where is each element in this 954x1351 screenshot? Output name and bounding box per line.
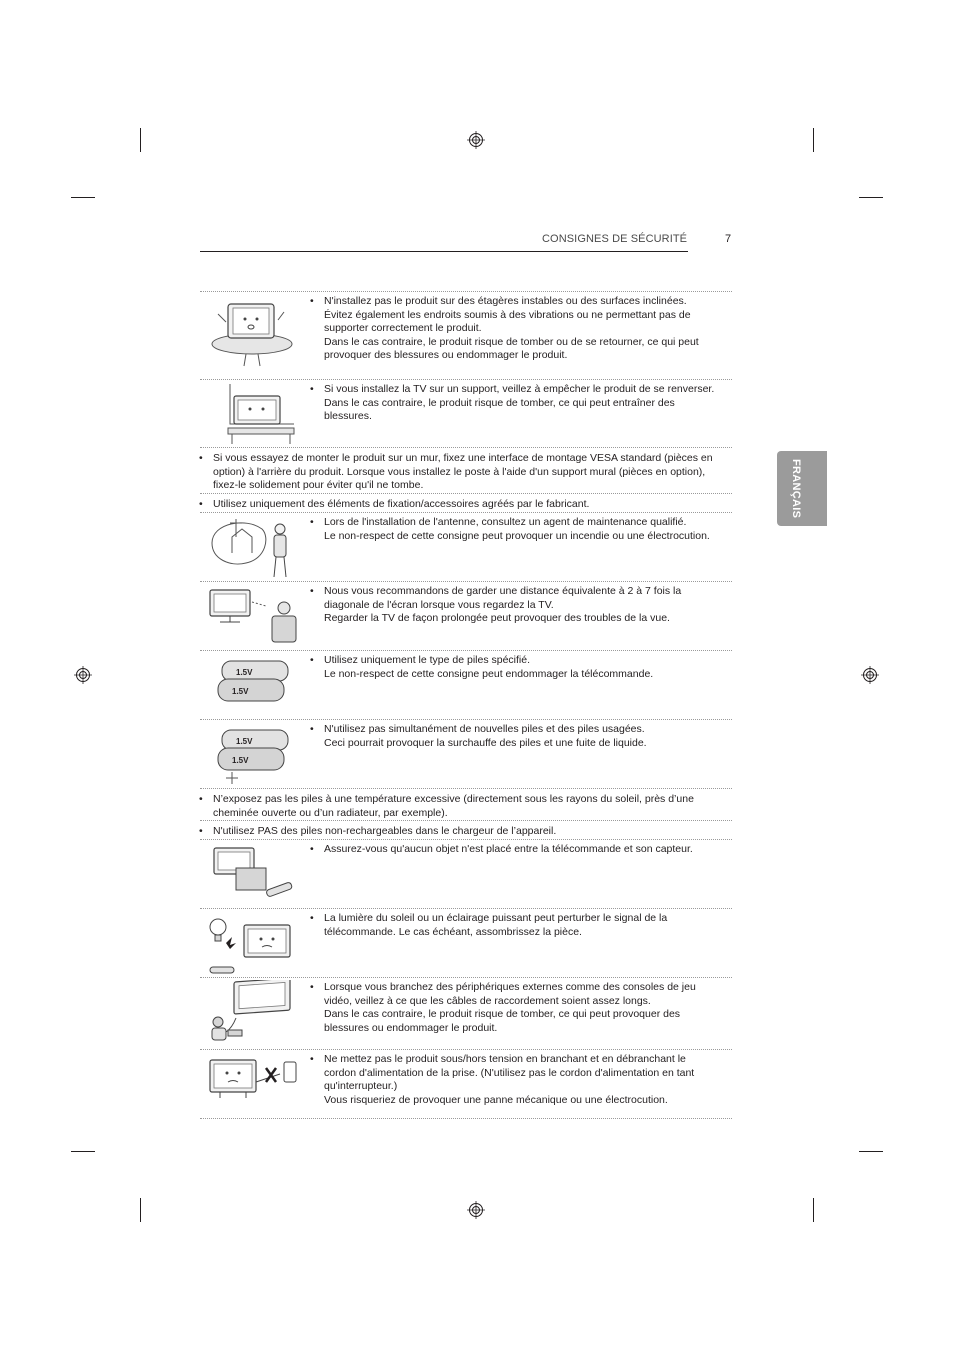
safety-item-text (310, 912, 718, 939)
crop-mark (140, 1198, 141, 1222)
tv-on-stand-icon (206, 382, 298, 446)
item-text: Utilisez uniquement des éléments de fixation/accessoires agréés par le fabricant. (213, 498, 590, 510)
safety-item (200, 977, 732, 1049)
safety-item (200, 820, 732, 839)
item-text: Ne mettez pas le produit sous/hors tension en branchant et en débranchant le cordon d'alimentation de la prise. (N'utilisez pas le cordon d'alimentation en tant qu'interrupteur.) (324, 1053, 695, 1092)
crop-mark (71, 1151, 95, 1152)
bullet: • (199, 825, 203, 837)
safety-item-text (199, 452, 718, 493)
safety-item-text (310, 295, 718, 363)
safety-item (200, 581, 732, 650)
safety-list (200, 291, 732, 1119)
item-warning: Ceci pourrait provoquer la surchauffe des piles et une fuite de liquide. (324, 736, 647, 749)
bullet: • (199, 793, 203, 805)
safety-item-text (310, 723, 718, 750)
bullet: • (199, 498, 203, 510)
bullet: • (310, 1053, 314, 1065)
bullet: • (310, 516, 314, 528)
safety-item-text (199, 793, 718, 820)
item-text: Lorsque vous branchez des périphériques externes comme des consoles de jeu vidéo, veillez à ce que les câbles de raccordement soient assez longs. (324, 981, 696, 1007)
safety-item (200, 379, 732, 447)
crop-mark (71, 197, 95, 198)
safety-item-text (310, 1053, 718, 1107)
safety-item-text (199, 825, 718, 839)
item-text: Si vous installez la TV sur un support, veillez à empêcher le produit de se renverser. Dans le cas contraire, le produit risque de tomber, ce qui peut entraîner des blessures. (324, 383, 715, 422)
safety-item-text (310, 383, 718, 424)
item-warning: Le non-respect de cette consigne peut provoquer un incendie ou une électrocution. (324, 529, 710, 542)
item-text: La lumière du soleil ou un éclairage puissant peut perturber le signal de la télécommande. Le cas échéant, assombrissez la pièce. (324, 912, 668, 938)
item-warning: Dans le cas contraire, le produit risque de tomber, ce qui peut provoquer des blessures ou endommager le produit. (324, 1008, 681, 1034)
bullet: • (310, 723, 314, 735)
item-text: N’exposez pas les piles à une température excessive (directement sous les rayons du soleil, près d’une cheminée ouverte ou d’un radiateur, par exemple). (213, 793, 694, 819)
item-text: N'utilisez pas simultanément de nouvelles piles et des piles usagées. (324, 723, 645, 735)
item-text: N'utilisez PAS des piles non-rechargeables dans le chargeur de l’appareil. (213, 825, 557, 837)
bullet: • (310, 843, 314, 855)
item-warning: Regarder la TV de façon prolongée peut provoquer des troubles de la vue. (324, 612, 670, 624)
language-tab-label: FRANÇAIS (790, 459, 802, 519)
safety-item (200, 719, 732, 788)
bullet: • (310, 295, 314, 307)
tv-on-unstable-shelf-icon (206, 294, 298, 374)
header-rule (200, 251, 688, 252)
item-text: Nous vous recommandons de garder une distance équivalente à 2 à 7 fois la diagonale de l'écran lorsque vous regardez la TV. (324, 585, 682, 611)
safety-item-text (199, 498, 718, 512)
remote-blocked-icon (206, 842, 298, 906)
bullet: • (310, 383, 314, 395)
battery-label: 1.5V (232, 687, 249, 696)
item-text: Lors de l'installation de l'antenne, consultez un agent de maintenance qualifié. (324, 516, 687, 528)
registration-mark-icon (467, 1201, 485, 1219)
crop-mark (859, 1151, 883, 1152)
game-console-cable-icon (206, 980, 298, 1046)
safety-item (200, 908, 732, 977)
bullet: • (199, 452, 203, 464)
safety-item-text (310, 843, 718, 857)
antenna-technician-icon (206, 515, 298, 581)
item-warning: Vous risqueriez de provoquer une panne mécanique ou une électrocution. (324, 1093, 668, 1106)
language-tab (777, 451, 827, 526)
safety-item (200, 1049, 732, 1119)
crop-mark (859, 197, 883, 198)
item-warning: Le non-respect de cette consigne peut endommager la télécommande. (324, 667, 654, 680)
safety-item (200, 839, 732, 908)
safety-item-text (310, 585, 718, 626)
mixed-batteries-icon (206, 722, 298, 786)
battery-label: 1.5V (236, 737, 253, 746)
battery-label: 1.5V (232, 756, 249, 765)
safety-item-text (310, 516, 718, 543)
power-plug-switch-icon (206, 1052, 298, 1112)
item-text: Utilisez uniquement le type de piles spécifié. (324, 654, 531, 666)
registration-mark-icon (74, 666, 92, 684)
crop-mark (140, 128, 141, 152)
safety-item (200, 788, 732, 820)
battery-label: 1.5V (236, 668, 253, 677)
item-text: N'installez pas le produit sur des étagères instables ou des surfaces inclinées. Évitez également les endroits soumis à des vibrations ou ne permettant pas de supporter correctement le produit. (324, 295, 691, 334)
bullet: • (310, 654, 314, 666)
crop-mark (813, 128, 814, 152)
safety-item (200, 447, 732, 493)
safety-item (200, 650, 732, 719)
safety-item-text (310, 654, 718, 681)
registration-mark-icon (861, 666, 879, 684)
section-title: CONSIGNES DE SÉCURITÉ (542, 233, 688, 245)
bullet: • (310, 912, 314, 924)
registration-mark-icon (467, 131, 485, 149)
item-text: Si vous essayez de monter le produit sur un mur, fixez une interface de montage VESA standard (pièces en option) à l'arrière du produit. Lorsque vous installez le poste à l'aide d'un support mural (pièces en option), fixez-le solidement pour éviter qu'il ne tombe. (213, 452, 713, 491)
safety-item-text (310, 981, 718, 1035)
safety-item (200, 512, 732, 581)
bullet: • (310, 585, 314, 597)
viewing-distance-icon (206, 584, 298, 650)
batteries-icon (206, 653, 298, 713)
light-interference-icon (206, 911, 298, 977)
crop-mark (813, 1198, 814, 1222)
safety-item (200, 291, 732, 379)
item-text: Assurez-vous qu'aucun objet n'est placé entre la télécommande et son capteur. (324, 843, 693, 855)
safety-item (200, 493, 732, 512)
page-number: 7 (725, 233, 732, 245)
item-warning: Dans le cas contraire, le produit risque de tomber ou de se retourner, ce qui peut provoquer des blessures ou endommager le produit. (324, 335, 699, 361)
bullet: • (310, 981, 314, 993)
